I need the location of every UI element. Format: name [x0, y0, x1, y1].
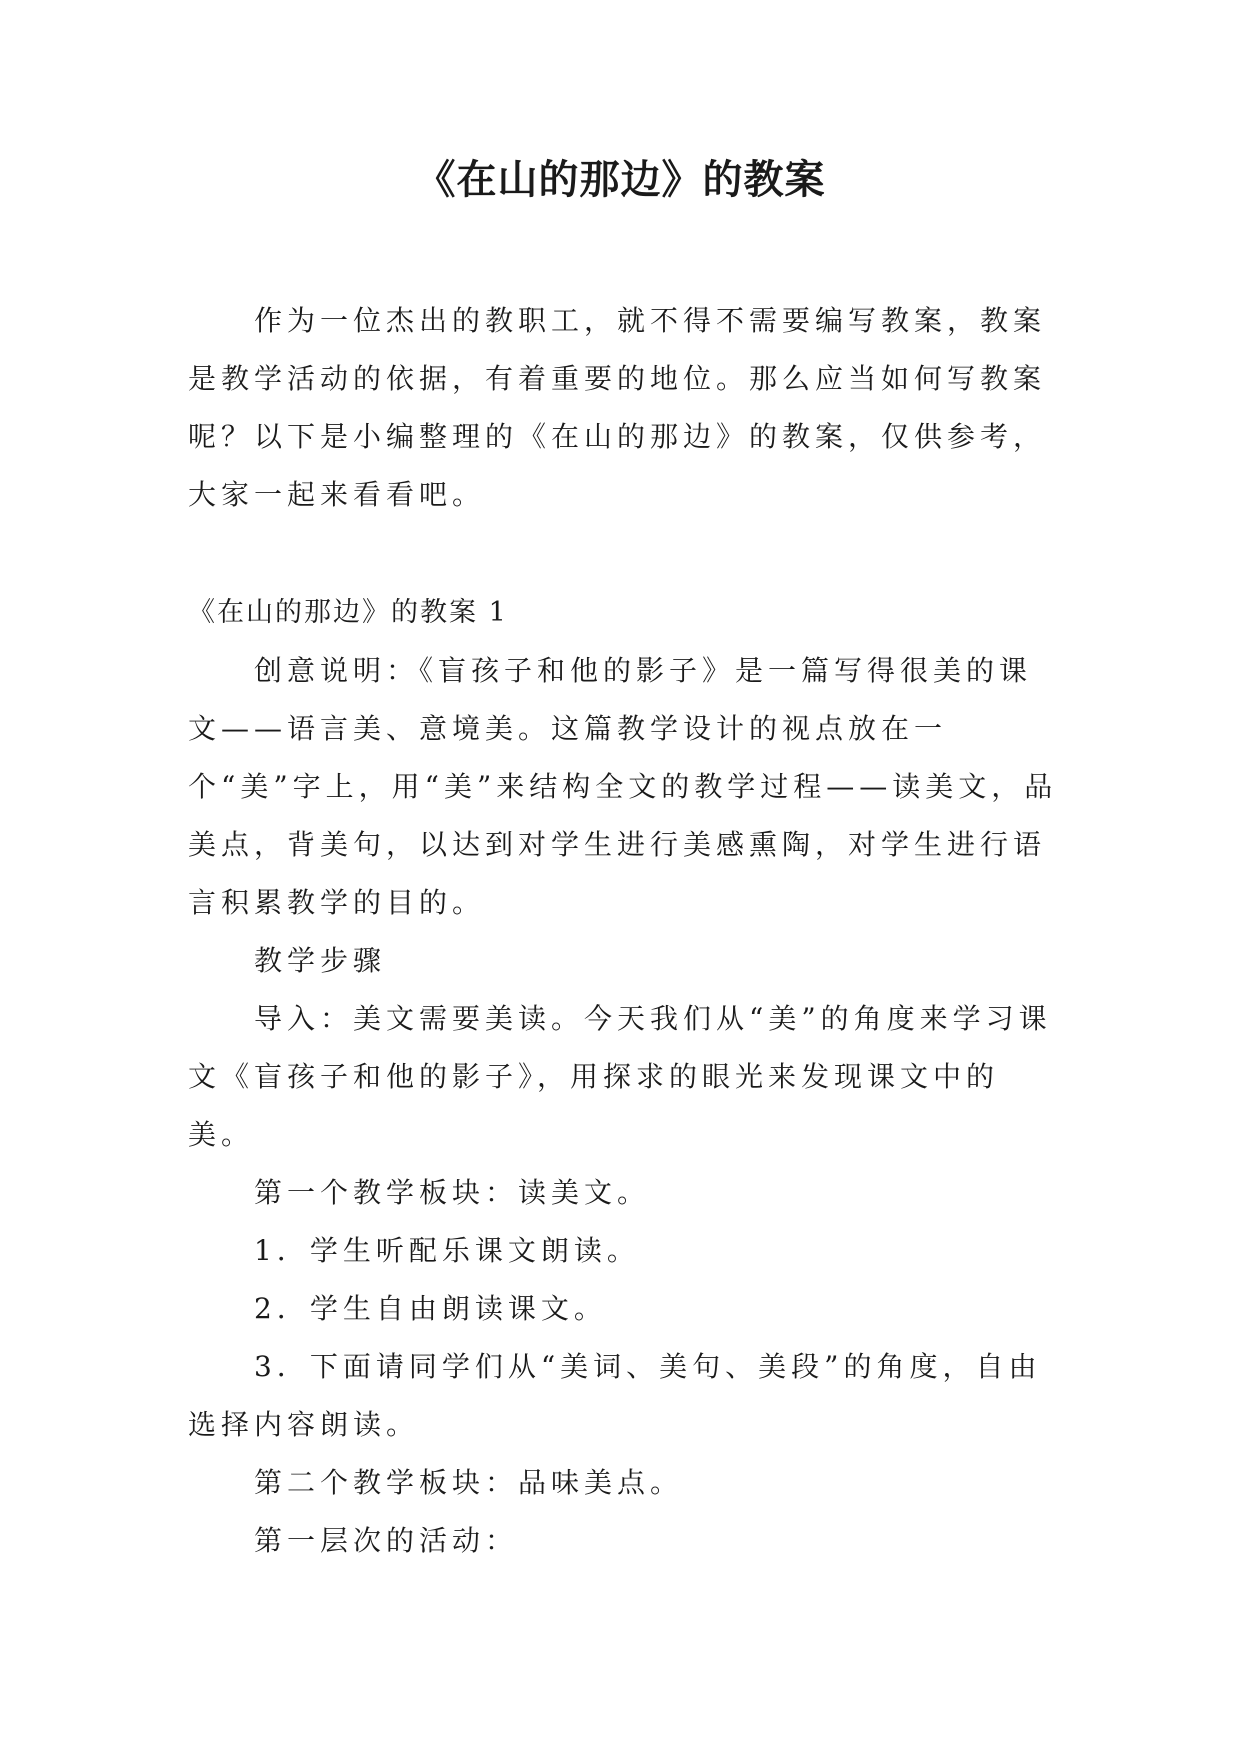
paragraph-step-2: 2．学生自由朗读课文。: [254, 1292, 607, 1325]
section-heading: 《在山的那边》的教案 1: [188, 597, 508, 628]
paragraph-creative-note: 创意说明：《盲孩子和他的影子》是一篇写得很美的课文——语言美、意境美。这篇教学设计的视点放在一个“美”字上，用“美”来结构全文的教学过程——读美文，品美点，背美句，以达到对学生进行美感熏陶，对学生进行语言积累教学的目的。: [188, 654, 1058, 919]
paragraph-introduction: 导入：美文需要美读。今天我们从“美”的角度来学习课文《盲孩子和他的影子》，用探求的眼光来发现课文中的美。: [188, 1002, 1052, 1151]
paragraph-module-one: 第一个教学板块：读美文。: [254, 1176, 651, 1209]
section-spacer: [188, 524, 1058, 584]
paragraph-module-two: 第二个教学板块：品味美点。: [254, 1466, 684, 1499]
paragraph-step-3: 3．下面请同学们从“美词、美句、美段”的角度，自由选择内容朗读。: [188, 1350, 1042, 1441]
intro-paragraph: 作为一位杰出的教职工，就不得不需要编写教案，教案是教学活动的依据，有着重要的地位。那么应当如何写教案呢？以下是小编整理的《在山的那边》的教案，仅供参考，大家一起来看看吧。: [188, 304, 1047, 511]
document-body: [188, 292, 1058, 1570]
paragraph-first-level-activity: 第一层次的活动：: [254, 1524, 519, 1557]
document-title: 《在山的那边》的教案: [415, 157, 826, 203]
paragraph-teaching-steps: 教学步骤: [254, 944, 387, 977]
paragraph-step-1: 1．学生听配乐课文朗读。: [254, 1234, 640, 1267]
